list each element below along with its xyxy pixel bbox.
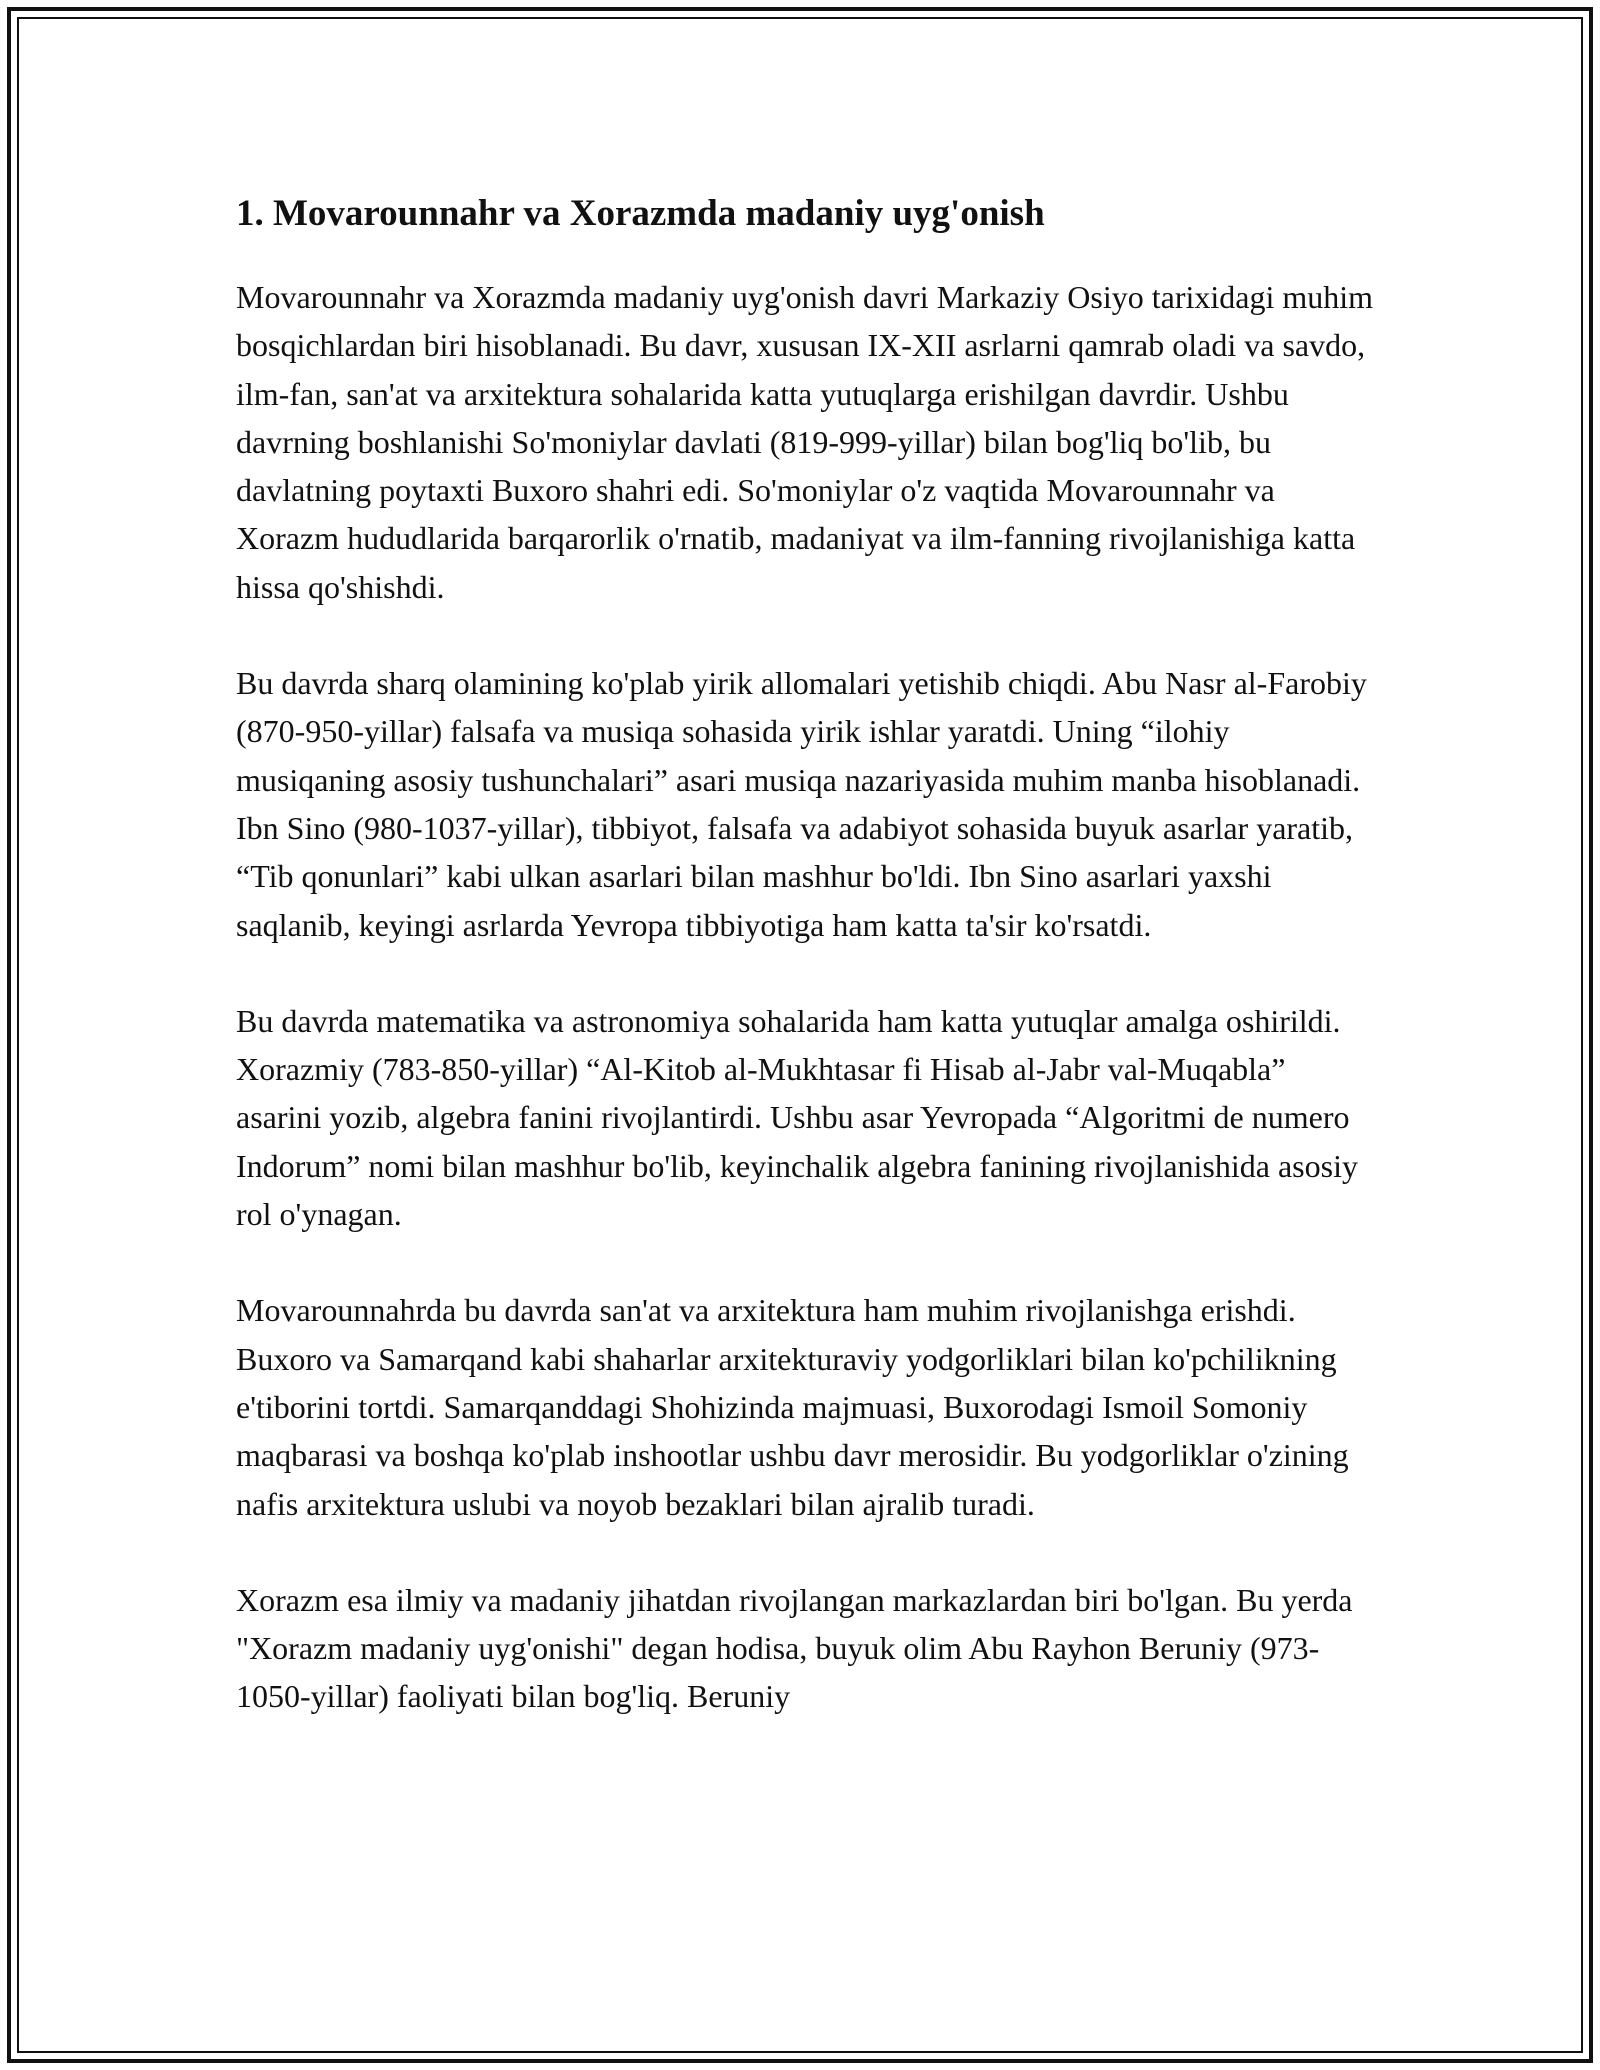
paragraph-4: Movarounnahrda bu davrda san'at va arxitektura ham muhim rivojlanishga erishdi. Buxoro va Samarqand kabi shaharlar arxitekturaviy yodgorliklari bilan ko'pchilikning e'tiborini tortdi. Samarqanddagi Shohizinda majmuasi, Buxorodagi Ismoil Somoniy maqbarasi va boshqa ko'plab inshootlar ushbu davr merosidir. Bu yodgorliklar o'zining nafis arxitektura uslubi va noyob bezaklari bilan ajralib turadi. [236,1292,1349,1522]
paragraph-1: Movarounnahr va Xorazmda madaniy uyg'onish davri Markaziy Osiyo tarixidagi muhim bosqichlardan biri hisoblanadi. Bu davr, xususan IX-XII asrlarni qamrab oladi va savdo, ilm-fan, san'at va arxitektura sohalarida katta yutuqlarga erishilgan davrdir. Ushbu davrning boshlanishi So'moniylar davlati (819-999-yillar) bilan bog'liq bo'lib, bu davlatning poytaxti Buxoro shahri edi. So'moniylar o'z vaqtida Movarounnahr va Xorazm hududlarida barqarorlik o'rnatib, madaniyat va ilm-fanning rivojlanishiga katta hissa qo'shishdi. [236,279,1374,605]
paragraph-2: Bu davrda sharq olamining ko'plab yirik allomalari yetishib chiqdi. Abu Nasr al-Farobiy (870-950-yillar) falsafa va musiqa sohasida yirik ishlar yaratdi. Uning “ilohiy musiqaning asosiy tushunchalari” asari musiqa nazariyasida muhim manba hisoblanadi. Ibn Sino (980-1037-yillar), tibbiyot, falsafa va adabiyot sohasida buyuk asarlar yaratib, “Tib qonunlari” kabi ulkan asarlari bilan mashhur bo'ldi. Ibn Sino asarlari yaxshi saqlanib, keyingi asrlarda Yevropa tibbiyotiga ham katta ta'sir ko'rsatdi. [236,665,1367,943]
section-heading: 1. Movarounnahr va Xorazmda madaniy uyg'onish [236,193,1045,234]
paragraph-5: Xorazm esa ilmiy va madaniy jihatdan rivojlangan markazlardan biri bo'lgan. Bu yerda "Xorazm madaniy uyg'onishi" degan hodisa, buyuk olim Abu Rayhon Beruniy (973-1050-yillar) faoliyati bilan bog'liq. Beruniy [236,1581,1353,1715]
paragraph-3: Bu davrda matematika va astronomiya sohalarida ham katta yutuqlar amalga oshirildi. Xorazmiy (783-850-yillar) “Al-Kitob al-Mukhtasar fi Hisab al-Jabr val-Muqabla” asarini yozib, algebra fanini rivojlantirdi. Ushbu asar Yevropada “Algoritmi de numero Indorum” nomi bilan mashhur bo'lib, keyinchalik algebra fanining rivojlanishida asosiy rol o'ynagan. [236,1002,1358,1233]
document-body [236,188,1376,1769]
